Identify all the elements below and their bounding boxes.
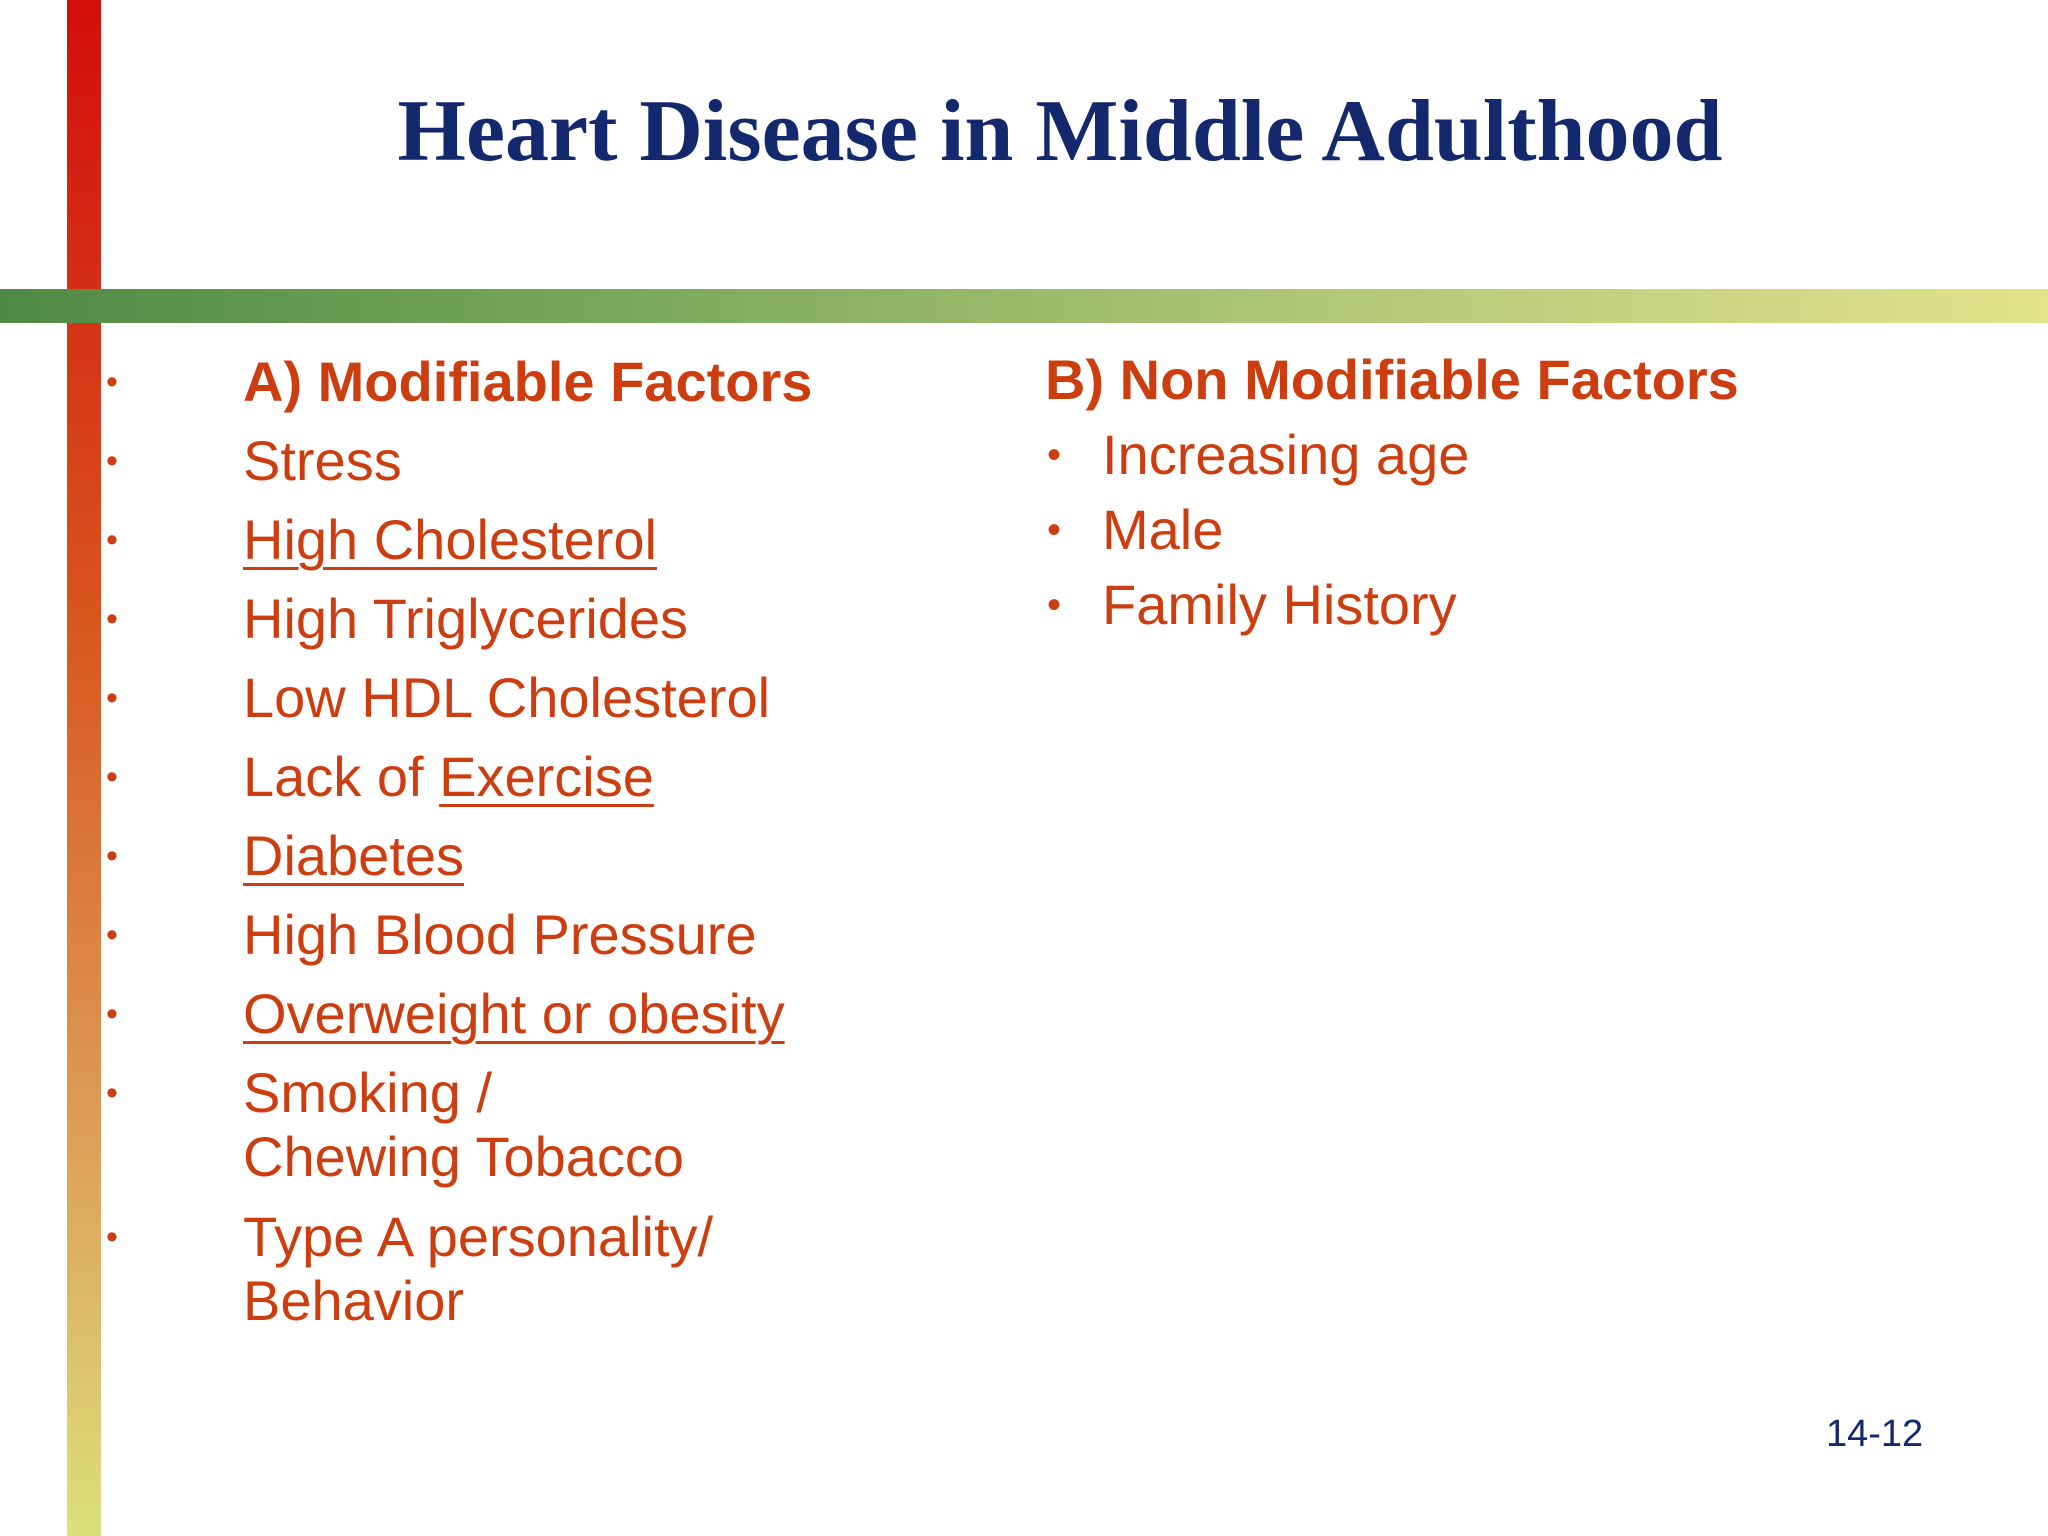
list-item-text-line1: Type A personality/ (243, 1205, 714, 1268)
list-item-text: Male (1102, 498, 1224, 561)
list-item (106, 824, 1006, 903)
bullet-icon: • (106, 521, 118, 559)
list-item-text: High Blood Pressure (243, 903, 757, 966)
list-item (106, 982, 1006, 1061)
list-item-text: High Triglycerides (243, 587, 689, 650)
page-number: 14-12 (1826, 1413, 1924, 1455)
bullet-icon: • (106, 679, 118, 717)
list-item (106, 666, 1006, 745)
list-item (1045, 495, 1995, 570)
list-item-text: Family History (1102, 573, 1457, 636)
bullet-icon: • (1047, 433, 1062, 477)
slide-title: Heart Disease in Middle Adulthood (397, 83, 1723, 180)
list-item (106, 508, 1006, 587)
list-item (106, 587, 1006, 666)
exercise-link[interactable]: Exercise (439, 745, 654, 808)
list-item (1045, 570, 1995, 645)
bullet-icon: • (1047, 583, 1062, 627)
list-item (1045, 420, 1995, 495)
bullet-icon: • (1047, 508, 1062, 552)
list-item-text: Increasing age (1102, 423, 1470, 486)
overweight-obesity-link[interactable]: Overweight or obesity (243, 982, 785, 1045)
diabetes-link[interactable]: Diabetes (243, 824, 465, 887)
list-item (106, 745, 1006, 824)
bullet-icon: • (106, 600, 118, 638)
list-item (106, 1205, 1006, 1349)
bullet-icon: • (106, 758, 118, 796)
list-item-text: Stress (243, 429, 402, 492)
high-cholesterol-link[interactable]: High Cholesterol (243, 508, 657, 571)
horizontal-accent-bar (0, 289, 2048, 323)
bullet-icon: • (106, 837, 118, 875)
bullet-icon: • (106, 995, 118, 1033)
non-modifiable-factors-list (1045, 345, 1995, 645)
bullet-icon: • (106, 1218, 118, 1256)
list-item (106, 350, 1006, 429)
vertical-accent-bar (67, 0, 101, 1536)
list-item-text: Low HDL Cholesterol (243, 666, 771, 729)
non-modifiable-factors-heading: B) Non Modifiable Factors (1045, 348, 1739, 411)
modifiable-factors-list (106, 350, 1006, 1349)
list-item (106, 903, 1006, 982)
list-item-text-prefix: Lack of (243, 745, 440, 808)
bullet-icon: • (106, 1074, 118, 1112)
modifiable-factors-heading: A) Modifiable Factors (243, 350, 813, 413)
list-item-text-line2: Chewing Tobacco (243, 1125, 685, 1188)
list-item-text-line1: Smoking / (243, 1061, 492, 1124)
bullet-icon: • (106, 442, 118, 480)
list-item (106, 429, 1006, 508)
bullet-icon: • (106, 916, 118, 954)
list-item (106, 1061, 1006, 1205)
list-item-text-line2: Behavior (243, 1269, 465, 1332)
bullet-icon: • (106, 363, 118, 401)
